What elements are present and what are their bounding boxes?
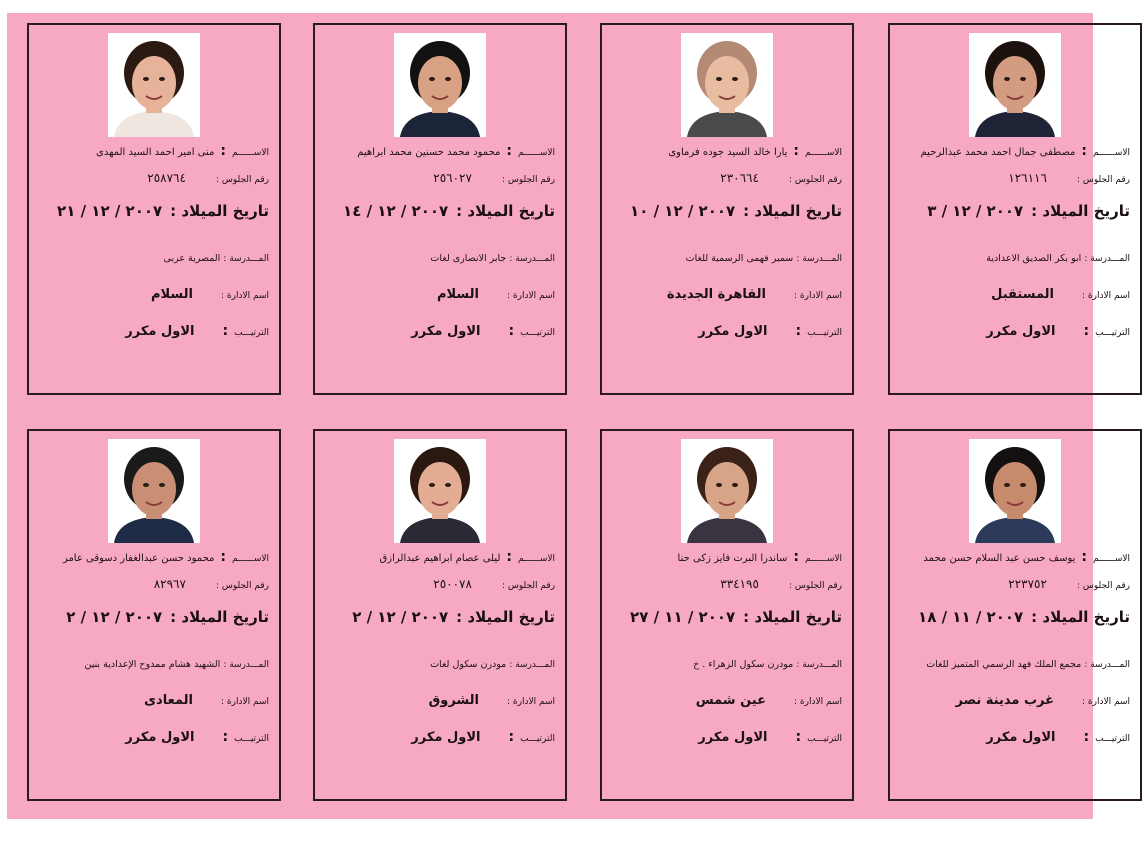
seat-row: [39, 171, 269, 185]
school-row: [612, 659, 842, 670]
school-row: [39, 253, 269, 264]
colon: :: [506, 549, 513, 565]
student-name: ليلى عصام ابراهيم عبدالرازق: [379, 553, 501, 564]
colon: :: [1081, 549, 1088, 565]
birth-row: [612, 202, 842, 220]
rank-value: الاول مكرر: [125, 730, 195, 745]
student-name: محمود حسن عبدالغفار دسوقى عامر: [62, 553, 215, 564]
school-name: مودرن سكول الزهراء . خ: [693, 659, 794, 670]
admin-name: عين شمس: [695, 693, 766, 708]
colon: :: [220, 549, 227, 565]
colon: :: [222, 729, 229, 745]
admin-label: اسم الادارة :: [507, 697, 555, 707]
name-row: [39, 143, 269, 159]
colon: :: [1081, 143, 1088, 159]
rank-row: [325, 729, 555, 745]
name-label: الاســــــم: [1093, 148, 1130, 158]
name-row: [900, 143, 1130, 159]
rank-value: الاول مكرر: [986, 730, 1056, 745]
seat-label: رقم الجلوس :: [788, 175, 842, 185]
colon: :: [1083, 323, 1090, 339]
student-photo: [969, 439, 1061, 543]
birth-label: تاريخ الميلاد :: [170, 202, 269, 220]
name-row: [900, 549, 1130, 565]
birth-label: تاريخ الميلاد :: [1031, 202, 1130, 220]
name-label: الاســــــم: [1093, 554, 1130, 564]
school-label: المـــدرسة :: [509, 254, 555, 264]
name-row: [612, 549, 842, 565]
student-card: [600, 23, 854, 395]
rank-value: الاول مكرر: [698, 730, 768, 745]
school-name: مجمع الملك فهد الرسمي المتميز للغات: [926, 659, 1082, 670]
birth-row: [900, 202, 1130, 220]
rank-label: الترتيـــب: [807, 328, 842, 338]
admin-label: اسم الادارة :: [1082, 697, 1130, 707]
birth-date: ٢٠٠٧ / ١٢ / ١٠: [630, 202, 736, 220]
admin-label: اسم الادارة :: [221, 291, 269, 301]
student-card: [27, 23, 281, 395]
student-photo: [969, 33, 1061, 137]
seat-number: ٢٥٠٠٧٨: [433, 577, 472, 591]
birth-row: [900, 608, 1130, 626]
student-photo: [108, 33, 200, 137]
colon: :: [793, 143, 800, 159]
birth-label: تاريخ الميلاد :: [743, 202, 842, 220]
admin-name: المستقبل: [991, 287, 1054, 302]
student-photo: [681, 33, 773, 137]
seat-row: [612, 171, 842, 185]
seat-number: ٢٢٣٧٥٢: [1008, 577, 1047, 591]
birth-date: ٢٠٠٧ / ١١ / ١٨: [918, 608, 1024, 626]
name-row: [39, 549, 269, 565]
rank-label: الترتيـــب: [520, 328, 555, 338]
admin-name: السلام: [437, 287, 479, 302]
admin-row: [325, 693, 555, 708]
birth-row: [39, 202, 269, 220]
seat-number: ٢٣٠٦٦٤: [720, 171, 759, 185]
birth-label: تاريخ الميلاد :: [456, 608, 555, 626]
student-photo: [394, 439, 486, 543]
results-sheet: [7, 13, 1130, 819]
rank-value: الاول مكرر: [411, 730, 481, 745]
rank-row: [325, 323, 555, 339]
student-photo: [108, 439, 200, 543]
name-row: [325, 143, 555, 159]
portrait-image: [969, 33, 1061, 137]
admin-row: [612, 287, 842, 302]
student-name: يارا خالد السيد جوده فرماوى: [668, 147, 788, 158]
admin-name: القاهرة الجديدة: [666, 287, 766, 302]
birth-date: ٢٠٠٧ / ١٢ / ٣: [927, 202, 1024, 220]
admin-label: اسم الادارة :: [507, 291, 555, 301]
admin-row: [39, 287, 269, 302]
admin-label: اسم الادارة :: [794, 697, 842, 707]
birth-row: [325, 608, 555, 626]
colon: :: [506, 143, 513, 159]
school-name: المصرية عربى: [163, 253, 221, 264]
rank-value: الاول مكرر: [698, 324, 768, 339]
admin-label: اسم الادارة :: [794, 291, 842, 301]
colon: :: [220, 143, 227, 159]
name-row: [612, 143, 842, 159]
rank-value: الاول مكرر: [125, 324, 195, 339]
admin-row: [900, 287, 1130, 302]
seat-label: رقم الجلوس :: [501, 175, 555, 185]
school-label: المـــدرسة :: [223, 660, 269, 670]
student-name: مصطفى جمال احمد محمد عبدالرحيم: [920, 147, 1076, 158]
name-label: الاســــــم: [805, 554, 842, 564]
student-name: ساندرا البرت فايز زكى حنا: [677, 553, 788, 564]
rank-label: الترتيـــب: [520, 734, 555, 744]
colon: :: [795, 323, 802, 339]
seat-number: ٢٥٦٠٢٧: [433, 171, 472, 185]
portrait-image: [394, 439, 486, 543]
admin-name: الشروق: [428, 693, 479, 708]
school-name: مودرن سكول لغات: [430, 659, 507, 670]
birth-date: ٢٠٠٧ / ١٢ / ١٤: [343, 202, 449, 220]
name-label: الاســــــم: [232, 554, 269, 564]
school-row: [900, 253, 1130, 264]
birth-date: ٢٠٠٧ / ١٢ / ٢١: [57, 202, 163, 220]
student-photo: [681, 439, 773, 543]
student-card: [888, 429, 1142, 801]
name-label: الاســــــم: [232, 148, 269, 158]
student-name: محمود محمد حسنين محمد ابراهيم: [357, 147, 501, 158]
seat-number: ١٢٦١١٦: [1008, 171, 1047, 185]
rank-row: [900, 729, 1130, 745]
birth-row: [39, 608, 269, 626]
rank-row: [900, 323, 1130, 339]
school-row: [325, 659, 555, 670]
birth-date: ٢٠٠٧ / ١٢ / ٢: [352, 608, 449, 626]
seat-label: رقم الجلوس :: [215, 581, 269, 591]
seat-row: [900, 171, 1130, 185]
portrait-image: [108, 439, 200, 543]
student-card: [600, 429, 854, 801]
seat-number: ٣٣٤١٩٥: [720, 577, 759, 591]
birth-label: تاريخ الميلاد :: [456, 202, 555, 220]
admin-label: اسم الادارة :: [221, 697, 269, 707]
colon: :: [793, 549, 800, 565]
portrait-image: [681, 33, 773, 137]
rank-label: الترتيـــب: [807, 734, 842, 744]
admin-name: السلام: [151, 287, 193, 302]
school-row: [612, 253, 842, 264]
rank-value: الاول مكرر: [411, 324, 481, 339]
portrait-image: [394, 33, 486, 137]
colon: :: [508, 323, 515, 339]
student-card: [313, 429, 567, 801]
rank-row: [39, 729, 269, 745]
birth-date: ٢٠٠٧ / ١٢ / ٢: [66, 608, 163, 626]
portrait-image: [681, 439, 773, 543]
seat-row: [39, 577, 269, 591]
birth-label: تاريخ الميلاد :: [743, 608, 842, 626]
school-label: المـــدرسة :: [1084, 254, 1130, 264]
admin-row: [612, 693, 842, 708]
rank-row: [612, 323, 842, 339]
seat-label: رقم الجلوس :: [1076, 581, 1130, 591]
seat-number: ٢٥٨٧٦٤: [147, 171, 186, 185]
school-label: المـــدرسة :: [223, 254, 269, 264]
admin-row: [325, 287, 555, 302]
name-label: الاســــــم: [518, 148, 555, 158]
seat-label: رقم الجلوس :: [1076, 175, 1130, 185]
student-photo: [394, 33, 486, 137]
admin-label: اسم الادارة :: [1082, 291, 1130, 301]
name-label: الاســــــم: [805, 148, 842, 158]
seat-label: رقم الجلوس :: [788, 581, 842, 591]
school-row: [325, 253, 555, 264]
name-label: الاســــــم: [518, 554, 555, 564]
portrait-image: [969, 439, 1061, 543]
school-row: [900, 659, 1130, 670]
seat-label: رقم الجلوس :: [215, 175, 269, 185]
seat-label: رقم الجلوس :: [501, 581, 555, 591]
admin-row: [39, 693, 269, 708]
rank-label: الترتيـــب: [1095, 328, 1130, 338]
rank-row: [612, 729, 842, 745]
school-name: الشهيد هشام ممدوح الإعدادية بنين: [84, 659, 221, 670]
admin-name: غرب مدينة نصر: [955, 693, 1054, 708]
student-name: منى امير احمد السيد المهدى: [96, 147, 215, 158]
seat-row: [325, 171, 555, 185]
rank-row: [39, 323, 269, 339]
rank-label: الترتيـــب: [234, 734, 269, 744]
student-name: يوسف حسن عبد السلام حسن محمد: [923, 553, 1076, 564]
school-label: المـــدرسة :: [1084, 660, 1130, 670]
school-name: سمير فهمى الرسمية للغات: [685, 253, 794, 264]
seat-row: [325, 577, 555, 591]
student-card: [27, 429, 281, 801]
birth-label: تاريخ الميلاد :: [170, 608, 269, 626]
birth-row: [325, 202, 555, 220]
admin-row: [900, 693, 1130, 708]
name-row: [325, 549, 555, 565]
colon: :: [222, 323, 229, 339]
seat-number: ٨٢٩٦٧: [153, 577, 186, 591]
colon: :: [1083, 729, 1090, 745]
rank-value: الاول مكرر: [986, 324, 1056, 339]
student-card: [313, 23, 567, 395]
school-label: المـــدرسة :: [796, 660, 842, 670]
seat-row: [612, 577, 842, 591]
seat-row: [900, 577, 1130, 591]
student-card: [888, 23, 1142, 395]
school-label: المـــدرسة :: [509, 660, 555, 670]
portrait-image: [108, 33, 200, 137]
rank-label: الترتيـــب: [234, 328, 269, 338]
school-row: [39, 659, 269, 670]
colon: :: [508, 729, 515, 745]
colon: :: [795, 729, 802, 745]
birth-date: ٢٠٠٧ / ١١ / ٢٧: [630, 608, 736, 626]
rank-label: الترتيـــب: [1095, 734, 1130, 744]
school-name: جابر الانصارى لغات: [430, 253, 507, 264]
school-name: ابو بكر الصديق الاعدادية: [986, 253, 1082, 264]
admin-name: المعادى: [144, 693, 193, 708]
birth-label: تاريخ الميلاد :: [1031, 608, 1130, 626]
school-label: المـــدرسة :: [796, 254, 842, 264]
birth-row: [612, 608, 842, 626]
